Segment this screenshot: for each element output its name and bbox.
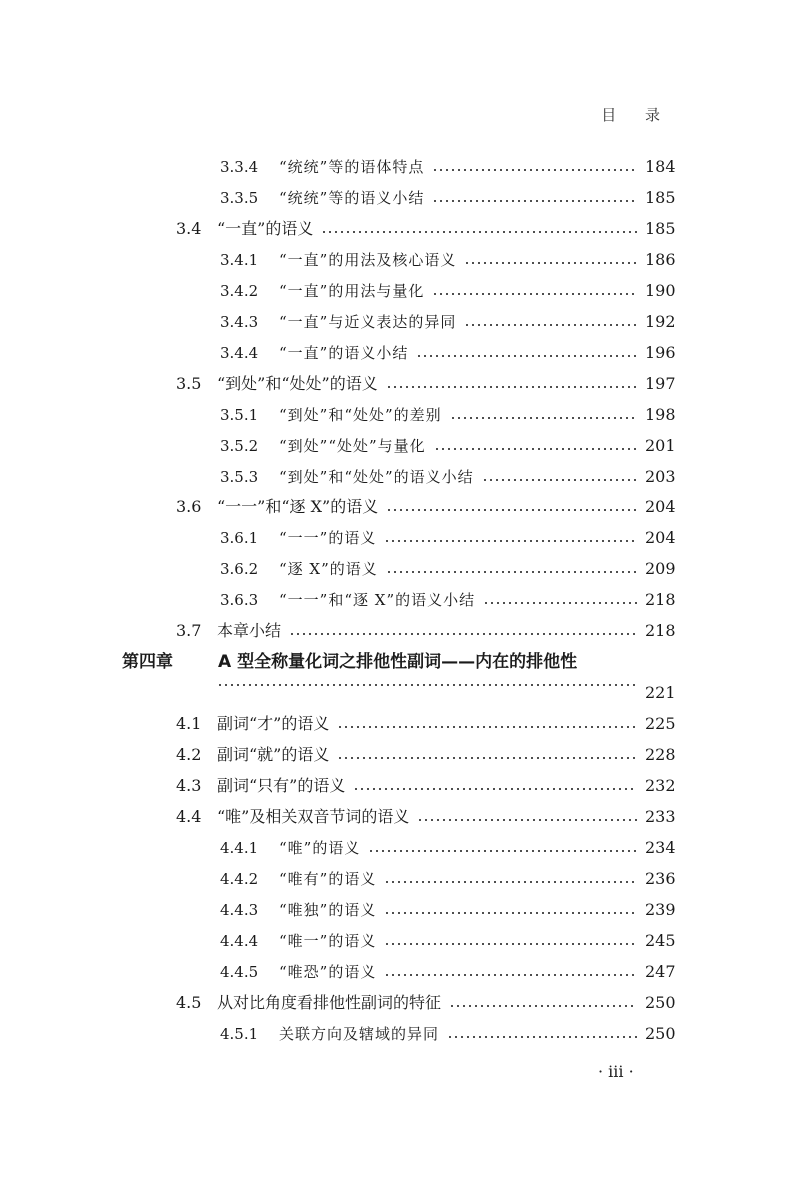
dot-leader	[432, 200, 637, 202]
section-title: 本章小结	[217, 621, 282, 641]
entry-leader	[217, 214, 645, 244]
entry-leader	[217, 771, 645, 801]
section-number: 3.5.3	[220, 467, 259, 486]
dot-leader	[384, 881, 637, 883]
section-number: 3.5.1	[220, 405, 259, 424]
toc-entry[interactable]	[0, 400, 800, 430]
page-number: 236	[645, 868, 676, 888]
toc-entry[interactable]	[0, 523, 800, 553]
section-title: “一一”和“逐 X”的语义小结	[279, 591, 476, 610]
section-number: 3.4	[176, 218, 202, 238]
section-title: “唯独”的语义	[279, 900, 377, 919]
dot-leader	[450, 417, 637, 419]
chapter-number: 第四章	[122, 652, 173, 673]
entry-leader	[279, 462, 645, 492]
section-title: “唯”及相关双音节词的语义	[217, 806, 410, 826]
page-number: 201	[645, 435, 676, 455]
section-number: 3.3.4	[220, 158, 259, 176]
page-number: 247	[645, 961, 676, 981]
dot-leader	[217, 684, 637, 686]
dot-leader	[384, 912, 637, 914]
entry-leader	[279, 338, 645, 368]
chapter-title: A 型全称量化词之排他性副词——内在的排他性	[218, 652, 578, 673]
toc-entry[interactable]	[0, 152, 800, 182]
page-number: 250	[645, 992, 676, 1012]
toc-entry[interactable]	[0, 276, 800, 306]
toc-entry[interactable]	[0, 988, 800, 1018]
dot-leader	[353, 788, 637, 790]
section-number: 4.4.2	[220, 869, 259, 888]
toc-entry[interactable]	[0, 585, 800, 615]
page-number: 225	[645, 714, 676, 734]
entry-leader	[279, 523, 645, 553]
section-title: “到处”和“处处”的差别	[279, 405, 442, 424]
toc-entry[interactable]	[0, 864, 800, 894]
section-title: 关联方向及辖域的异同	[279, 1024, 440, 1043]
section-number: 3.4.1	[220, 250, 259, 269]
section-number: 3.7	[176, 621, 202, 641]
entry-leader	[217, 492, 645, 522]
page-number: 197	[645, 373, 676, 393]
dot-leader	[386, 571, 637, 573]
page-number: 234	[645, 837, 676, 857]
section-number: 4.4.4	[220, 931, 259, 950]
dot-leader	[384, 974, 637, 976]
section-title: “一直”与近义表达的异同	[279, 312, 457, 331]
section-title: “唯”的语义	[279, 838, 361, 857]
section-title: “统统”等的语义小结	[279, 188, 425, 207]
section-title: “一直”的用法与量化	[279, 281, 425, 300]
page-number: 250	[645, 1023, 676, 1043]
dot-leader	[447, 1036, 637, 1038]
entry-leader	[217, 678, 645, 686]
toc-entry[interactable]	[0, 1019, 800, 1049]
page-number-footer: · iii ·	[598, 1062, 634, 1081]
dot-leader	[417, 819, 637, 821]
entry-leader	[217, 988, 645, 1018]
section-title: 副词“才”的语义	[217, 714, 330, 734]
section-number: 4.2	[176, 745, 202, 765]
page-number: 204	[645, 497, 676, 517]
toc-entry[interactable]	[0, 895, 800, 925]
page-number: 198	[645, 404, 676, 424]
section-title: “唯恐”的语义	[279, 962, 377, 981]
entry-leader	[279, 926, 645, 956]
entry-leader	[279, 895, 645, 925]
section-title: 副词“只有”的语义	[217, 776, 346, 795]
toc-entry[interactable]	[0, 307, 800, 337]
toc-entry[interactable]	[0, 740, 800, 770]
toc-entry[interactable]	[0, 214, 800, 244]
toc-entry[interactable]	[0, 431, 800, 461]
dot-leader	[464, 262, 637, 264]
section-number: 3.4.3	[220, 312, 259, 331]
section-title: “逐 X”的语义	[279, 560, 378, 579]
entry-leader	[279, 152, 645, 182]
section-number: 3.5	[176, 373, 202, 393]
section-title: “统统”等的语体特点	[279, 158, 425, 176]
toc-entry[interactable]	[0, 462, 800, 492]
section-number: 3.6.1	[220, 529, 259, 548]
section-number: 3.3.5	[220, 188, 259, 207]
toc-entry[interactable]	[0, 771, 800, 801]
entry-leader	[279, 276, 645, 306]
dot-leader	[432, 169, 637, 171]
section-title: “一一”的语义	[279, 529, 377, 548]
page-number: 192	[645, 311, 676, 331]
toc-entry[interactable]	[0, 492, 800, 522]
toc-entry[interactable]	[0, 709, 800, 739]
section-title: 副词“就”的语义	[217, 745, 330, 765]
entry-leader	[279, 833, 645, 863]
entry-leader	[217, 709, 645, 739]
page-number: 185	[645, 187, 676, 207]
page-number: 184	[645, 157, 676, 176]
section-number: 4.5	[176, 992, 202, 1012]
dot-leader	[432, 293, 637, 295]
dot-leader	[449, 1005, 637, 1007]
entry-leader	[279, 307, 645, 337]
section-number: 3.6.3	[220, 591, 259, 610]
section-title: “到处”“处处”与量化	[279, 436, 426, 455]
page-number: 204	[645, 528, 676, 548]
dot-leader	[464, 324, 637, 326]
page-number: 218	[645, 621, 676, 641]
section-number: 4.4.3	[220, 900, 259, 919]
section-title: 从对比角度看排他性副词的特征	[217, 992, 442, 1012]
entry-leader	[279, 1019, 645, 1049]
toc-entry[interactable]	[0, 957, 800, 987]
toc-entry[interactable]	[0, 802, 800, 832]
section-title: “到处”和“处处”的语义小结	[279, 467, 474, 486]
page-number: 233	[645, 806, 676, 826]
section-number: 4.5.1	[220, 1024, 259, 1043]
toc-entry[interactable]	[0, 245, 800, 275]
dot-leader	[337, 757, 637, 759]
entry-leader	[279, 554, 645, 584]
dot-leader	[386, 386, 637, 388]
page-number: 228	[645, 745, 676, 765]
dot-leader	[416, 355, 637, 357]
section-title: “一直”的语义小结	[279, 343, 409, 362]
entry-leader	[217, 616, 645, 646]
dot-leader	[321, 231, 637, 233]
page-number: 185	[645, 218, 676, 238]
toc-entry[interactable]	[0, 926, 800, 956]
toc-chapter-heading[interactable]	[0, 647, 800, 677]
entry-leader	[279, 585, 645, 615]
page-number: 239	[645, 899, 676, 919]
dot-leader	[337, 726, 637, 728]
dot-leader	[483, 602, 637, 604]
running-head: 目 录	[601, 106, 672, 124]
page-number: 232	[645, 776, 676, 795]
dot-leader	[289, 633, 637, 635]
page-number: 186	[645, 249, 676, 269]
section-title: “一直”的语义	[217, 218, 314, 238]
section-title: “一一”和“逐 X”的语义	[217, 497, 379, 517]
toc-entry[interactable]	[0, 369, 800, 399]
entry-leader	[279, 431, 645, 461]
page-number: 245	[645, 930, 676, 950]
toc-entry[interactable]	[0, 678, 800, 708]
section-number: 4.3	[176, 776, 202, 795]
entry-leader	[279, 864, 645, 894]
dot-leader	[384, 540, 637, 542]
section-number: 3.4.2	[220, 281, 259, 300]
section-number: 3.4.4	[220, 343, 259, 362]
entry-leader	[279, 400, 645, 430]
section-title: “一直”的用法及核心语义	[279, 250, 457, 269]
toc-entry[interactable]	[0, 833, 800, 863]
toc-entry[interactable]	[0, 338, 800, 368]
toc-entry[interactable]	[0, 183, 800, 213]
dot-leader	[368, 850, 637, 852]
section-number: 3.5.2	[220, 436, 259, 455]
dot-leader	[434, 448, 637, 450]
dot-leader	[384, 943, 637, 945]
section-number: 4.4.5	[220, 962, 259, 981]
page-number: 190	[645, 280, 676, 300]
section-title: “唯有”的语义	[279, 869, 377, 888]
page-number: 221	[645, 683, 676, 703]
section-title: “唯一”的语义	[279, 931, 377, 950]
toc-entry[interactable]	[0, 616, 800, 646]
entry-leader	[279, 957, 645, 987]
entry-leader	[217, 740, 645, 770]
dot-leader	[482, 479, 637, 481]
section-number: 4.1	[176, 714, 202, 734]
section-number: 3.6	[176, 497, 202, 517]
section-number: 4.4	[176, 806, 202, 826]
page-number: 218	[645, 590, 676, 610]
page-number: 209	[645, 559, 676, 579]
toc-entry[interactable]	[0, 554, 800, 584]
entry-leader	[217, 802, 645, 832]
section-number: 4.4.1	[220, 838, 259, 857]
page-number: 196	[645, 342, 676, 362]
dot-leader	[386, 509, 637, 511]
section-number: 3.6.2	[220, 560, 259, 579]
entry-leader	[217, 369, 645, 399]
section-title: “到处”和“处处”的语义	[217, 373, 378, 393]
entry-leader	[279, 245, 645, 275]
page-number: 203	[645, 466, 676, 486]
entry-leader	[279, 183, 645, 213]
